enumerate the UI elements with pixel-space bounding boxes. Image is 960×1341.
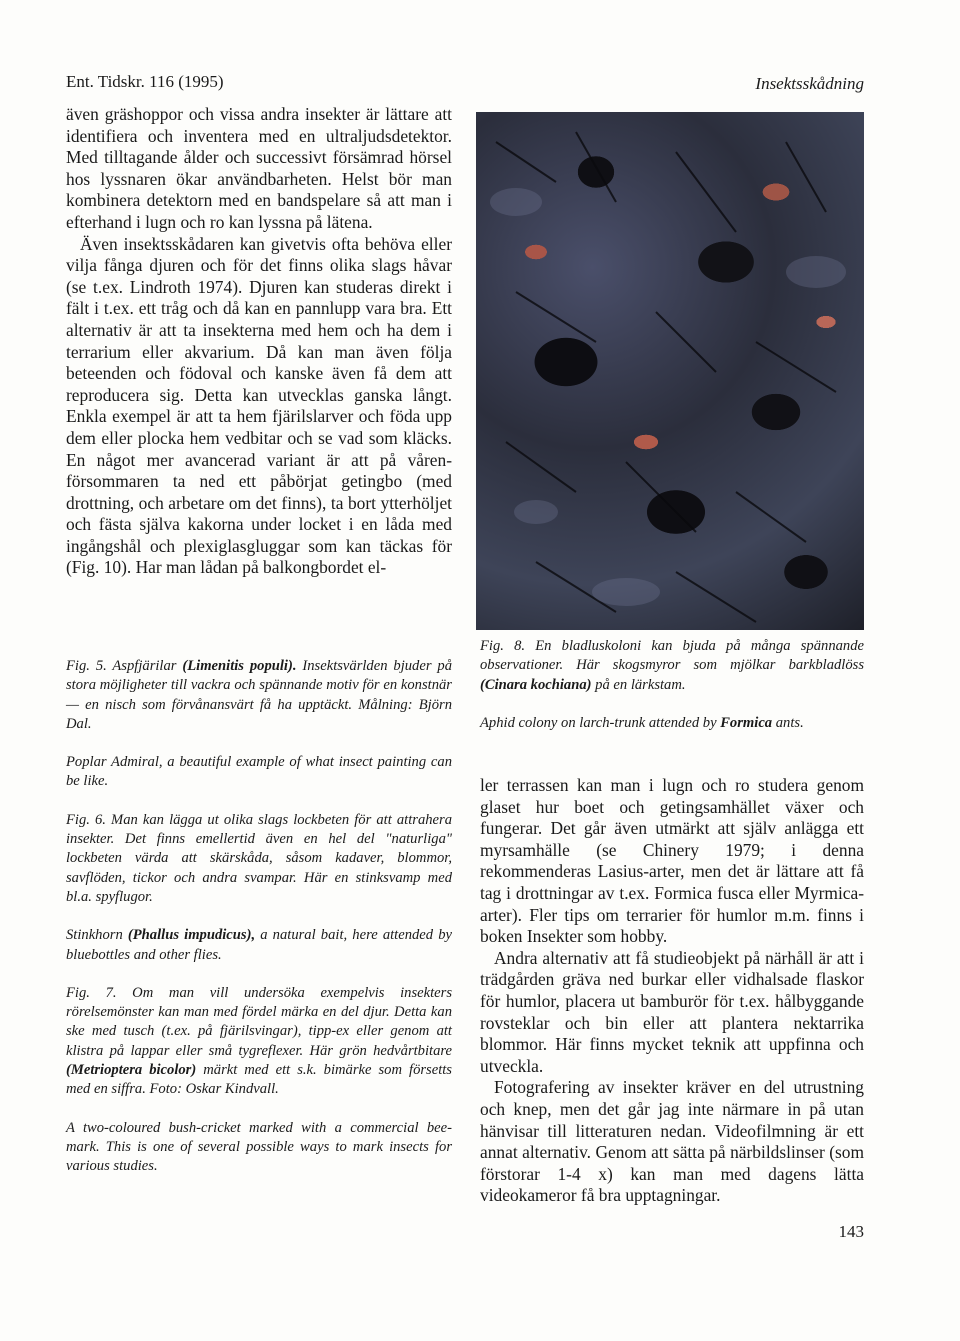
journal-header: Ent. Tidskr. 116 (1995) <box>66 72 224 91</box>
paragraph: Fotografering av insekter kräver en del utrustning och knep, men det går jag inte närmare in på utan hänvisar till litteraturen nedan. Videofilmning är ett annat alternativ. Genom att sätta på närbildslinser (som förstorar 1-4 x) kan man med dagens lätta videokameror få bra upptagningar. <box>480 1077 864 1206</box>
section-header: Insektsskådning <box>755 74 864 93</box>
caption-fig6-en: Stinkhorn (Phallus impudicus), a natural bait, here attended by bluebottles and other flies. <box>66 927 452 963</box>
paragraph: Även insektsskådaren kan givetvis ofta behöva eller vilja fånga djuren och för det finns olika slags håvar (se t.ex. Lindroth 1974). Djuren kan studeras direkt i fält i t.ex. ett tråg och då kan en pannlupp vara bra. Ett alternativ är att ta insekterna med hem och ha dem i terrarium eller akvarium. Då kan man även följa beteenden och födoval och kanske även få dem att reproducera sig. Detta kan utvecklas ganska långt. Enkla exempel är att ta hem fjärilslarver och föda upp dem eller plocka hem vedbitar och se vad som kläcks. En något mer avancerad variant är att på våren-försommaren ta ned ett påbörjat getingbo (med drottning, och arbetare om det finns), ta bort ytterhöljet och fästa själva kakorna under locket i en låda med ingångshål och plexiglasgluggar som kan täckas för (Fig. 10). Har man lådan på balkongbordet el- <box>66 233 452 578</box>
caption-fig5-sv: Fig. 5. Aspfjärilar (Limenitis populi). Insektsvärlden bjuder på stora möjligheter till vackra och spännande motiv för en konstnär — en nisch som förvånansvärt få ha upptäckt. Målning: Björn Dal. <box>66 658 452 732</box>
caption-fig5-en: Poplar Admiral, a beautiful example of what insect painting can be like. <box>66 754 452 790</box>
page-number: 143 <box>838 1222 864 1241</box>
paragraph: även gräshoppor och vissa andra insekter är lättare att identifiera och inventera med en ultraljudsdetektor. Med tilltagande ålder och successivt försämrad hörsel hos lyssnaren ökar användbarheten. Helst bör man kombinera detektorn med en bandspelare så att man i efterhand i lugn och ro kan lyssna på lätena. <box>66 104 452 232</box>
caption-fig6-sv: Fig. 6. Man kan lägga ut olika slags lockbeten för att attrahera insekter. Det finns emellertid även en hel del "naturliga" lockbeten värda att skärskåda, såsom kadaver, blommor, savflöden, tickor och andra svampar. Här en stinksvamp med bl.a. spyflugor. <box>66 811 452 905</box>
caption-fig7-en: A two-coloured bush-cricket marked with a commercial bee-mark. This is one of several possible ways to mark insects for various studies. <box>66 1119 452 1175</box>
caption-fig7-sv: Fig. 7. Om man vill undersöka exempelvis insekters rörelsemönster kan man med fördel märka en del djur. Detta kan ske med tusch (t.ex. på fjärilsvingar), tipp-ex eller genom att klistra på lappar eller små tygreflexer. Här grön hedvårtbitare (Metrioptera bicolor) märkt med ett s.k. bimärke som försetts med en siffra. Foto: Oskar Kindvall. <box>66 984 452 1098</box>
left-captions <box>66 657 452 1196</box>
photo-texture <box>476 112 864 630</box>
paragraph: Andra alternativ att få studieobjekt på närhåll är att i trädgården gräva ned burkar eller vidhalsade flaskor för humlor, placera ut bamburör för t.ex. hålbyggande rovsteklar och bin eller att plantera nektarrika blommor. Här finns mycket teknik att uppfinna och utveckla. <box>480 947 864 1076</box>
left-body-text <box>66 104 452 579</box>
paragraph: ler terrassen kan man i lugn och ro studera genom glaset hur boet och getingsamhället växer och fungerar. Det går även utmärkt att själv anlägga ett myrsamhälle (se Chinery 1979; i denna rekommenderas Lasius-arter, men det är lättare att få tag i drottningar av t.ex. Formica fusca eller Myrmica-arter). Fler tips om terrarier för humlor m.m. finns i boken Insekter som hobby. <box>480 775 864 947</box>
right-body-text <box>480 775 864 1207</box>
ant-colony-photo <box>476 112 864 630</box>
caption-fig8-sv: Fig. 8. En bladluskoloni kan bjuda på många spännande observationer. Här skogsmyror som mjölkar barkbladlöss (Cinara kochiana) på en lärkstam. <box>480 638 864 693</box>
right-captions <box>480 637 864 752</box>
caption-fig8-en: Aphid colony on larch-trunk attended by Formica ants. <box>480 714 804 731</box>
